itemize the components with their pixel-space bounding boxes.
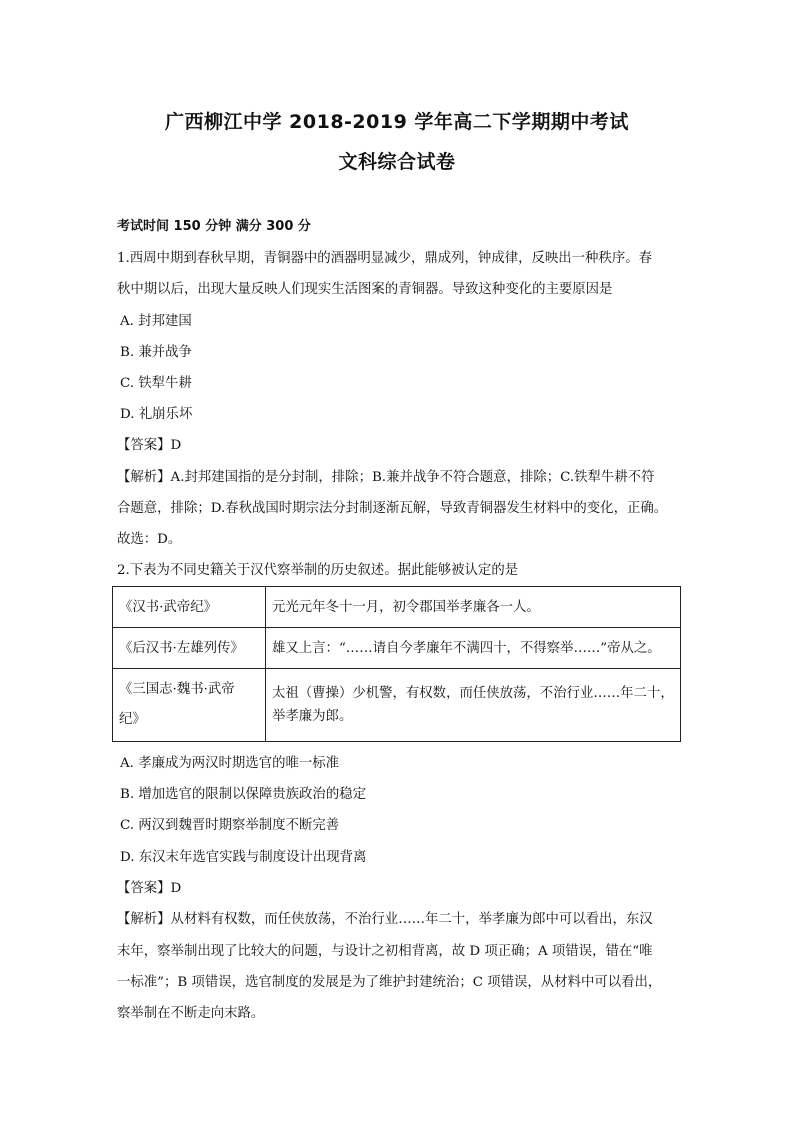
table-cell-text-line2: 举孝廉为郎。 — [272, 709, 353, 724]
table-cell-source-line2: 纪》 — [119, 712, 146, 727]
q1-answer: 【答案】D — [117, 438, 182, 453]
q1-option-b: B. 兼并战争 — [120, 345, 192, 360]
q2-stem: 2.下表为不同史籍关于汉代察举制的历史叙述。据此能够被认定的是 — [117, 563, 519, 578]
table-cell-source-line1: 《三国志·魏书·武帝 — [119, 682, 235, 697]
q2-option-b: B. 增加选官的限制以保障贵族政治的稳定 — [120, 787, 366, 802]
q2-analysis-line4: 察举制在不断走向末路。 — [117, 1006, 265, 1021]
q1-analysis-line3: 故选：D。 — [117, 532, 182, 547]
history-sources-table — [112, 586, 681, 742]
table-cell-text — [266, 669, 681, 742]
table-row — [113, 669, 681, 742]
table-row — [113, 587, 681, 628]
table-cell-source: 《汉书·武帝纪》 — [113, 587, 266, 628]
q1-analysis-line2: 合题意，排除；D.春秋战国时期宗法分封制逐渐瓦解，导致青铜器发生材料中的变化，正确。 — [117, 501, 668, 516]
q1-option-a: A. 封邦建国 — [120, 314, 192, 329]
q2-analysis-line1: 【解析】从材料有权数，而任侠放荡，不治行业……年二十，举孝廉为郎中可以看出，东汉 — [117, 912, 653, 927]
table-cell-source: 《后汉书·左雄列传》 — [113, 628, 266, 669]
document-subtitle: 文科综合试卷 — [338, 151, 456, 173]
table-cell-source — [113, 669, 266, 742]
q2-option-c: C. 两汉到魏晋时期察举制度不断完善 — [120, 818, 340, 833]
q2-option-a: A. 孝廉成为两汉时期选官的唯一标准 — [120, 756, 340, 771]
table-cell-text-line1: 太祖（曹操）少机警，有权数，而任侠放荡，不治行业……年二十， — [272, 686, 674, 701]
document-title: 广西柳江中学 2018-2019 学年高二下学期期中考试 — [165, 111, 629, 133]
q1-option-d: D. 礼崩乐坏 — [120, 407, 193, 422]
q1-stem-line2: 秋中期以后，出现大量反映人们现实生活图案的青铜器。导致这种变化的主要原因是 — [117, 282, 613, 297]
q1-stem-line1: 1.西周中期到春秋早期，青铜器中的酒器明显减少，鼎成列，钟成律，反映出一种秩序。春 — [117, 251, 653, 266]
q2-option-d: D. 东汉末年选官实践与制度设计出现背离 — [120, 850, 367, 865]
q1-option-c: C. 铁犁牛耕 — [120, 376, 192, 391]
q1-analysis-line1: 【解析】A.封邦建国指的是分封制，排除；B.兼并战争不符合题意，排除；C.铁犁牛耕不符 — [117, 470, 655, 485]
exam-info: 考试时间 150 分钟 满分 300 分 — [117, 219, 311, 234]
q2-analysis-line2: 末年，察举制出现了比较大的问题，与设计之初相背离，故 D 项正确；A 项错误，错在“唯 — [117, 944, 653, 959]
q2-analysis-line3: 一标准”；B 项错误，选官制度的发展是为了维护封建统治；C 项错误，从材料中可以看出， — [117, 975, 662, 990]
q2-answer: 【答案】D — [117, 881, 182, 896]
table-cell-text: 雄又上言：“……请自今孝廉年不满四十，不得察举……”帝从之。 — [266, 628, 681, 669]
table-cell-text: 元光元年冬十一月，初令郡国举孝廉各一人。 — [266, 587, 681, 628]
table-row — [113, 628, 681, 669]
